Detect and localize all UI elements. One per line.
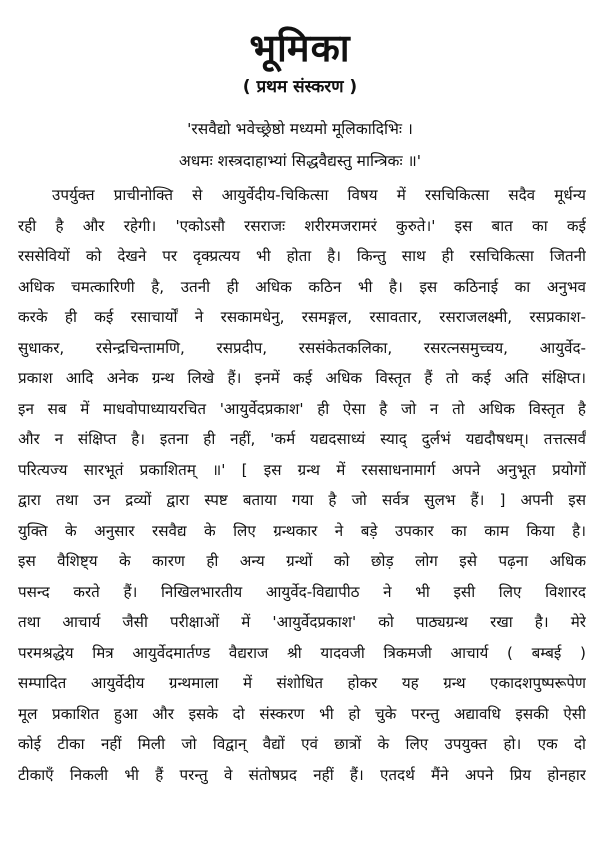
edition-subtitle: ( प्रथम संस्करण ) bbox=[242, 77, 358, 97]
paragraph-line: इस वैशिष्ट्य के कारण ही अन्य ग्रन्थों को छोड़ लोग इसे पढ़ना अधिक bbox=[18, 552, 586, 570]
paragraph-line: रससेवियों को देखने पर दृक्प्रत्यय भी होता है। किन्तु साथ ही रसचिकित्सा जितनी bbox=[18, 247, 586, 265]
verse-line-1: 'रसवैद्यो भवेच्छ्रेष्ठो मध्यमो मूलिकादिभिः । bbox=[187, 120, 413, 138]
paragraph-line: तथा आचार्य जैसी परीक्षाओं में 'आयुर्वेदप्रकाश' को पाठ्यग्रन्थ रखा है। मेरे bbox=[18, 613, 586, 631]
paragraph-line: रही है और रहेगी। 'एकोऽसौ रसराजः शरीरमजरामरं कुरुते।' इस बात का कई bbox=[18, 216, 586, 235]
page-title: भूमिका bbox=[249, 26, 351, 70]
paragraph-line: परित्यज्य सारभूतं प्रकाशितम् ॥' [ इस ग्रन्थ में रससाधनामार्ग अपने अनुभूत प्रयोगों bbox=[18, 460, 586, 479]
paragraph-line: इन सब में माधवोपाध्यायरचित 'आयुर्वेदप्रकाश' ही ऐसा है जो न तो अधिक विस्तृत है bbox=[18, 399, 586, 418]
paragraph-line: युक्ति के अनुसार रसवैद्य के लिए ग्रन्थकार ने बड़े उपकार का काम किया है। bbox=[18, 521, 586, 540]
paragraph-line: पसन्द करते हैं। निखिलभारतीय आयुर्वेद-विद्यापीठ ने भी इसी लिए विशारद bbox=[18, 582, 586, 601]
paragraph-line: सम्पादित आयुर्वेदीय ग्रन्थमाला में संशोधित होकर यह ग्रन्थ एकादशपुष्परूपेण bbox=[18, 674, 586, 692]
paragraph-line: करके ही कई रसाचार्यों ने रसकामधेनु, रसमङ्गल, रसावतार, रसराजलक्ष्मी, रसप्रकाश- bbox=[18, 308, 586, 326]
paragraph-line: द्वारा तथा उन द्रव्यों द्वारा स्पष्ट बताया गया है जो सर्वत्र सुलभ हैं। ] अपनी इस bbox=[18, 491, 586, 509]
paragraph-line: उपर्युक्त प्राचीनोक्ति से आयुर्वेदीय-चिकित्सा विषय में रसचिकित्सा सदैव मूर्धन्य bbox=[52, 186, 586, 204]
preface-paragraph bbox=[18, 180, 586, 790]
paragraph-line: अधिक चमत्कारिणी है, उतनी ही अधिक कठिन भी है। इस कठिनाई का अनुभव bbox=[18, 277, 586, 296]
paragraph-line: टीकाएँ निकली भी हैं परन्तु वे संतोषप्रद नहीं हैं। एतदर्थ मैंने अपने प्रिय होनहार bbox=[18, 765, 586, 784]
paragraph-line: सुधाकर, रसेन्द्रचिन्तामणि, रसप्रदीप, रससंकेतकलिका, रसरत्नसमुच्चय, आयुर्वेद- bbox=[18, 338, 586, 357]
verse-line-2: अधमः शस्त्रदाहाभ्यां सिद्धवैद्यस्तु मान्त्रिकः ॥' bbox=[178, 152, 422, 170]
paragraph-line: कोई टीका नहीं मिली जो विद्वान् वैद्यों एवं छात्रों के लिए उपयुक्त हो। एक दो bbox=[18, 735, 586, 753]
paragraph-line: मूल प्रकाशित हुआ और इसके दो संस्करण भी हो चुके परन्तु अद्यावधि इसकी ऐसी bbox=[18, 704, 586, 723]
paragraph-line: और न संक्षिप्त है। इतना ही नहीं, 'कर्म यद्यदसाध्यं स्याद् दुर्लभं यद्यदौषधम्। तत्तत्सर्वं bbox=[18, 430, 586, 448]
paragraph-line: प्रकाश आदि अनेक ग्रन्थ लिखे हैं। इनमें कई अधिक विस्तृत हैं तो कई अति संक्षिप्त। bbox=[18, 369, 586, 387]
paragraph-line: परमश्रद्धेय मित्र आयुर्वेदमार्तण्ड वैद्यराज श्री यादवजी त्रिकमजी आचार्य ( बम्बई ) bbox=[18, 643, 586, 662]
